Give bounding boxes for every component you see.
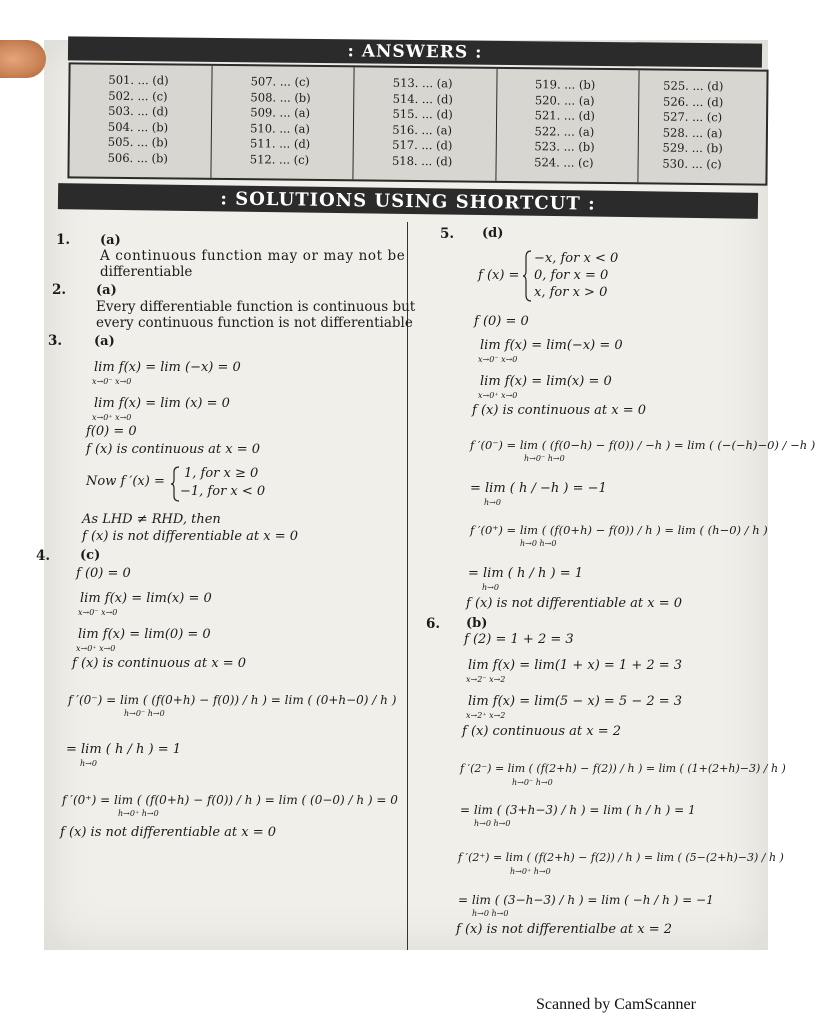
math-line: lim f(x) = lim(x) = 0 [80, 591, 212, 606]
math-line: f ′(2⁻) = lim ( (f(2+h) − f(2)) / h ) = lim ( (1+(2+h)−3) / h ) [460, 762, 786, 775]
answer-item: 506. ... (b) [107, 150, 168, 165]
solution-text: A continuous function may or may not be [100, 248, 406, 264]
limit-subscript: x→0⁻ x→0 [478, 355, 518, 364]
answer-item: 525. ... (d) [663, 78, 724, 94]
math-line: f (0) = 0 [76, 566, 131, 581]
answer-option: (d) [482, 226, 504, 241]
limit-subscript: x→0⁺ x→0 [76, 644, 116, 653]
answer-item: 512. ... (c) [249, 151, 310, 167]
math-line: f ′(0⁺) = lim ( (f(0+h) − f(0)) / h ) = lim ( (h−0) / h ) [470, 523, 768, 537]
case-brace-icon [170, 466, 180, 502]
answer-item: 520. ... (a) [534, 92, 595, 108]
math-line: f ′(0⁻) = lim ( (f(0−h) − f(0)) / −h ) = lim ( (−(−h)−0) / −h ) [470, 438, 815, 452]
math-line: lim f(x) = lim (x) = 0 [94, 396, 230, 411]
limit-subscript: h→0⁺ h→0 [118, 809, 159, 818]
math-line: = lim ( h / h ) = 1 [66, 742, 182, 757]
answer-item: 530. ... (c) [662, 156, 722, 171]
limit-subscript: h→0 h→0 [520, 539, 557, 548]
math-line: lim f(x) = lim(5 − x) = 5 − 2 = 3 [468, 694, 683, 709]
math-line: f (x) = [478, 268, 520, 283]
answer-item: 509. ... (a) [250, 105, 311, 120]
answer-item: 524. ... (c) [534, 154, 594, 170]
answer-item: 526. ... (d) [662, 94, 724, 109]
limit-subscript: x→2⁺ x→2 [466, 711, 506, 720]
answer-item: 521. ... (d) [534, 108, 595, 123]
answer-item: 522. ... (a) [534, 123, 595, 139]
question-number: 3. [48, 333, 63, 349]
math-line: = lim ( (3−h−3) / h ) = lim ( −h / h ) = −1 [458, 893, 714, 907]
answer-item: 529. ... (b) [662, 140, 723, 156]
answers-table [67, 62, 768, 185]
question-number: 1. [56, 232, 71, 248]
solution-text: differentiable [100, 264, 193, 280]
limit-subscript: h→0 h→0 [474, 819, 511, 828]
math-line: f (x) is continuous at x = 0 [72, 656, 246, 671]
answer-item: 518. ... (d) [391, 153, 453, 168]
scanner-watermark: Scanned by CamScanner [536, 996, 696, 1013]
question-number: 2. [52, 282, 67, 298]
answer-item: 519. ... (b) [534, 77, 596, 92]
limit-subscript: h→0 [80, 759, 97, 768]
answer-item: 501. ... (d) [108, 72, 169, 88]
limit-subscript: h→0⁻ h→0 [524, 454, 565, 463]
math-line: f (x) is not differentialbe at x = 2 [456, 922, 673, 937]
limit-subscript: h→0 h→0 [472, 909, 509, 918]
answer-item: 507. ... (c) [250, 74, 311, 89]
answer-item: 511. ... (d) [249, 136, 311, 151]
math-line: f(0) = 0 [86, 424, 137, 439]
math-line: Now f ′(x) = [86, 474, 165, 489]
math-line: lim f(x) = lim(x) = 0 [480, 374, 612, 389]
question-number: 4. [36, 548, 51, 564]
answers-column [638, 70, 766, 183]
answers-header: : ANSWERS : [68, 36, 762, 67]
limit-subscript: h→0⁺ h→0 [510, 867, 551, 876]
math-line: f ′(0⁺) = lim ( (f(0+h) − f(0)) / h ) = lim ( (0−0) / h ) = 0 [62, 793, 398, 807]
answer-item: 517. ... (d) [392, 137, 453, 153]
case-line: −x, for x < 0 [534, 251, 619, 266]
math-line: f (0) = 0 [474, 314, 529, 329]
math-line: f (2) = 1 + 2 = 3 [464, 632, 574, 647]
answer-item: 527. ... (c) [662, 109, 723, 125]
answer-item: 523. ... (b) [534, 139, 595, 154]
math-line: As LHD ≠ RHD, then [82, 512, 221, 527]
math-line: lim f(x) = lim(−x) = 0 [480, 338, 623, 353]
answer-item: 505. ... (b) [107, 134, 169, 150]
limit-subscript: x→0⁺ x→0 [92, 413, 132, 422]
limit-subscript: h→0 [482, 583, 499, 592]
answer-item: 510. ... (a) [250, 120, 310, 136]
answer-item: 503. ... (d) [108, 103, 169, 119]
answer-item: 513. ... (a) [392, 75, 453, 91]
case-line: x, for x > 0 [534, 285, 608, 300]
limit-subscript: x→2⁻ x→2 [466, 675, 506, 684]
question-number: 6. [426, 616, 441, 632]
math-line: f ′(0⁻) = lim ( (f(0+h) − f(0)) / h ) = lim ( (0+h−0) / h ) [68, 693, 397, 707]
math-line: = lim ( (3+h−3) / h ) = lim ( h / h ) = 1 [460, 803, 696, 817]
answer-item: 515. ... (d) [392, 106, 453, 122]
limit-subscript: h→0 [484, 498, 501, 507]
answer-item: 504. ... (b) [107, 119, 169, 134]
answer-item: 508. ... (b) [250, 89, 311, 105]
question-number: 5. [440, 226, 455, 242]
math-line: f (x) is not differentiable at x = 0 [82, 529, 299, 544]
answer-option: (a) [96, 283, 117, 298]
answers-column [69, 64, 212, 177]
answer-item: 528. ... (a) [662, 125, 723, 140]
answer-item: 502. ... (c) [108, 88, 168, 103]
answer-option: (c) [80, 548, 101, 563]
answers-column [212, 66, 355, 179]
limit-subscript: h→0⁻ h→0 [512, 778, 553, 787]
answer-option: (b) [466, 616, 488, 631]
math-line: lim f(x) = lim (−x) = 0 [94, 360, 241, 375]
solutions-header: : SOLUTIONS USING SHORTCUT : [58, 183, 758, 219]
answer-item: 514. ... (d) [392, 91, 453, 106]
case-line: −1, for x < 0 [180, 484, 266, 499]
solution-text: every continuous function is not differentiable [96, 315, 413, 331]
solution-text: Every differentiable function is continuous but [96, 299, 416, 315]
answer-option: (a) [100, 233, 121, 248]
limit-subscript: x→0⁺ x→0 [478, 391, 518, 400]
limit-subscript: x→0⁻ x→0 [92, 377, 132, 386]
case-brace-icon [522, 250, 532, 302]
answer-option: (a) [94, 334, 115, 349]
answers-column [496, 69, 639, 182]
case-line: 0, for x = 0 [534, 268, 609, 283]
limit-subscript: x→0⁻ x→0 [78, 608, 118, 617]
math-line: lim f(x) = lim(1 + x) = 1 + 2 = 3 [468, 658, 683, 673]
math-line: f (x) is continuous at x = 0 [472, 403, 646, 418]
math-line: = lim ( h / −h ) = −1 [470, 481, 607, 496]
math-line: = lim ( h / h ) = 1 [468, 566, 584, 581]
case-line: 1, for x ≥ 0 [184, 466, 259, 481]
limit-subscript: h→0⁻ h→0 [124, 709, 165, 718]
answers-column [354, 67, 497, 180]
answer-item: 516. ... (a) [392, 122, 453, 137]
math-line: f (x) is not differentiable at x = 0 [60, 825, 277, 840]
math-line: f (x) is not differentiable at x = 0 [466, 596, 683, 611]
math-line: lim f(x) = lim(0) = 0 [78, 627, 211, 642]
math-line: f (x) continuous at x = 2 [462, 724, 622, 739]
thumb-image [0, 40, 46, 78]
math-line: f (x) is continuous at x = 0 [86, 442, 260, 457]
math-line: f ′(2⁺) = lim ( (f(2+h) − f(2)) / h ) = lim ( (5−(2+h)−3) / h ) [458, 851, 784, 864]
